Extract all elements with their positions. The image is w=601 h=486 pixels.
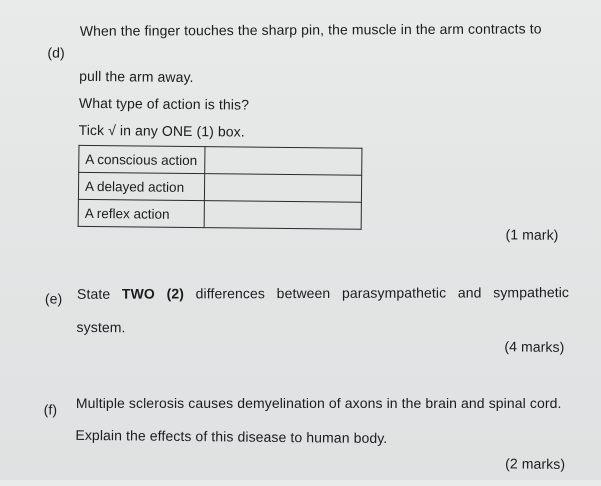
option-label: A delayed action (78, 172, 204, 200)
question-f-line2: Explain the effects of this disease to human body. (75, 426, 388, 447)
question-d-prompt: What type of action is this? (78, 94, 250, 113)
question-e-marks: (4 marks) (504, 338, 565, 355)
tick-box-reflex[interactable] (204, 201, 361, 230)
question-e-word: and (457, 284, 482, 301)
option-label: A conscious action (79, 145, 205, 173)
question-d-instruction: Tick √ in any ONE (1) box. (78, 121, 245, 140)
question-f-number: (f) (43, 401, 58, 418)
question-d-line2: pull the arm away. (79, 67, 194, 86)
question-d-marks: (1 mark) (505, 226, 559, 243)
tick-box-delayed[interactable] (204, 174, 361, 203)
option-row (79, 145, 362, 175)
question-f-marks: (2 marks) (505, 455, 566, 472)
question-d-number: (d) (47, 44, 65, 61)
question-e-bold-two: TWO (121, 285, 155, 302)
option-label: A reflex action (78, 199, 204, 227)
option-row (78, 172, 361, 202)
question-d-line1: When the finger touches the sharp pin, the muscle in the arm contracts to (79, 20, 542, 39)
question-f-line1: Multiple sclerosis causes demyelination of axons in the brain and spinal cord. (75, 394, 562, 411)
question-e-word: sympathetic (493, 284, 570, 301)
question-e-word: differences (195, 285, 266, 302)
question-e-line1 (77, 284, 569, 303)
option-row (78, 199, 361, 229)
tick-box-conscious[interactable] (205, 147, 362, 176)
question-e-word: between (276, 284, 331, 302)
question-e-word: State (77, 285, 111, 302)
tick-box-table (78, 145, 363, 230)
question-e-number: (e) (44, 290, 63, 307)
question-e-word: parasympathetic (341, 284, 447, 301)
question-e-line2: system. (76, 318, 126, 336)
question-e-bold-number: (2) (166, 285, 185, 302)
